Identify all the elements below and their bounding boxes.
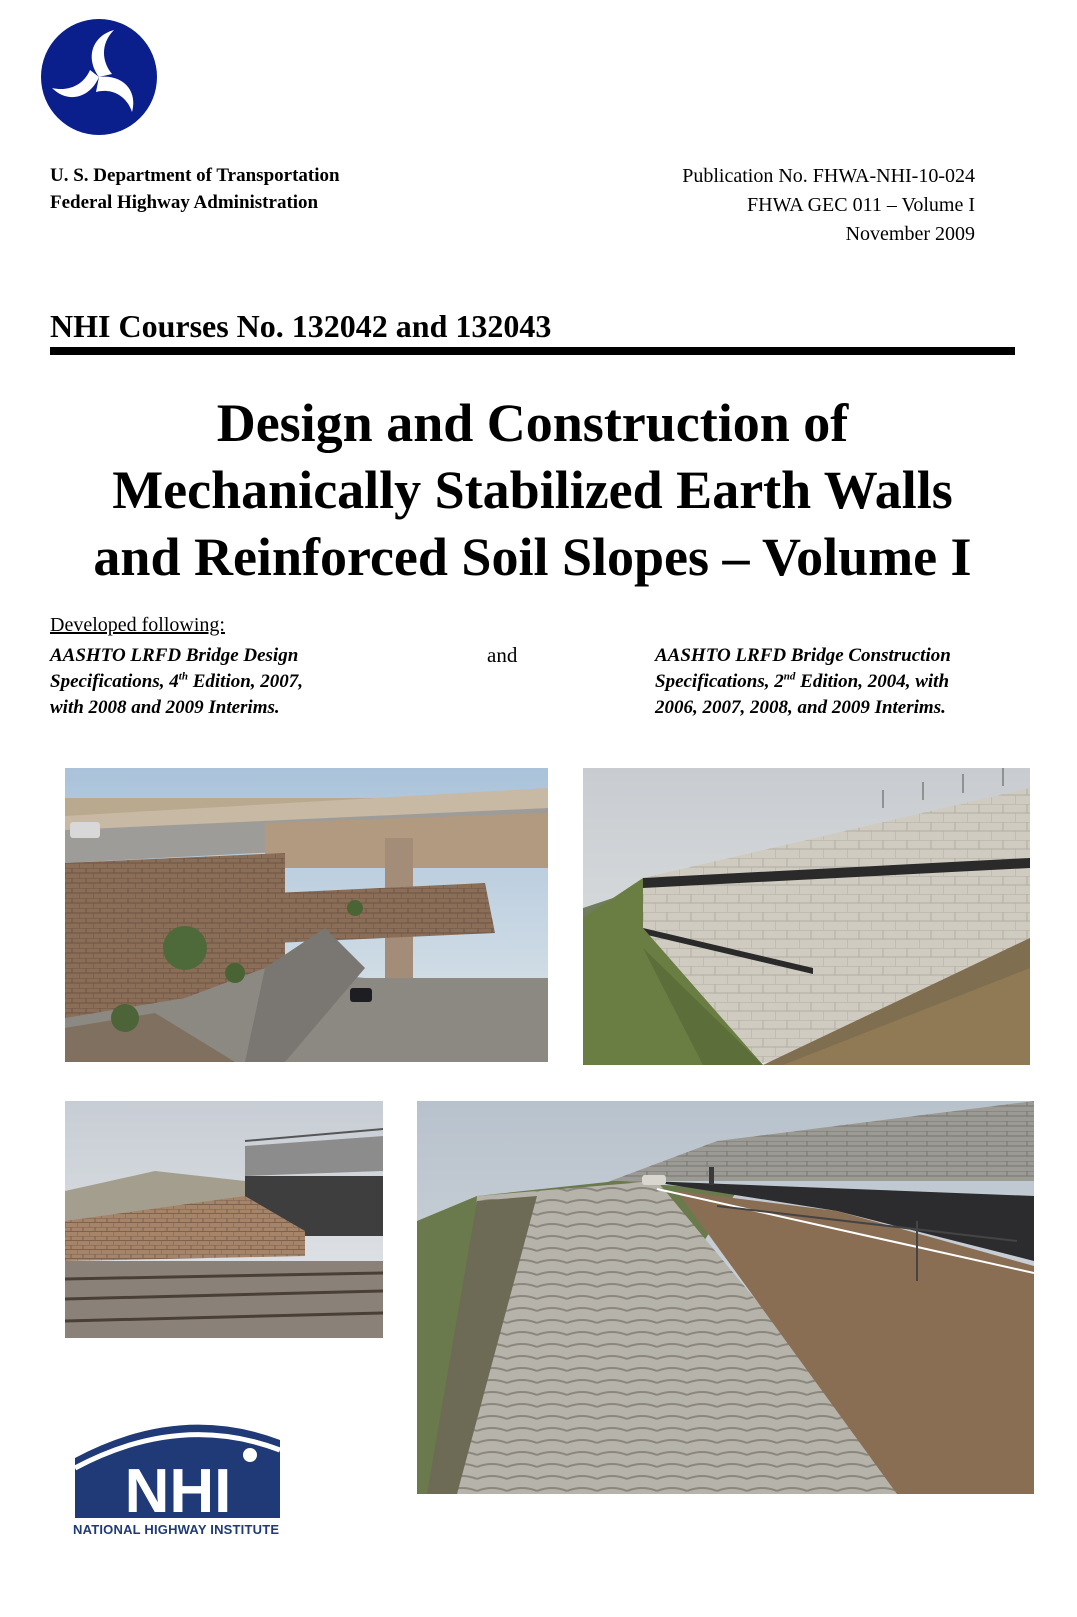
nhi-caption: NATIONAL HIGHWAY INSTITUTE [73,1522,280,1537]
publication-info [682,162,975,249]
photo-tiered-wall [583,768,1030,1065]
nhi-logo-text: NHI [124,1457,232,1520]
spec-right-line-1: AASHTO LRFD Bridge Construction [655,645,951,666]
agency-block [50,162,340,216]
publication-number: Publication No. FHWA-NHI-10-024 [682,165,975,187]
courses-heading: NHI Courses No. 132042 and 132043 [50,308,552,344]
spec-left-line-3: with 2008 and 2009 Interims. [50,697,280,718]
photo-railroad-wall [65,1101,383,1338]
spec-left-line-2: Specifications, 4th Edition, 2007, [50,670,304,692]
spec-left [50,643,303,721]
photo-reinforced-slope [417,1101,1034,1494]
nhi-logo-icon [70,1410,285,1540]
gec-volume: FHWA GEC 011 – Volume I [747,194,975,216]
developed-following-label: Developed following: [50,614,225,636]
spec-right [655,643,951,721]
heading-rule [50,347,1015,355]
photo-interchange-wall [65,768,548,1062]
document-title [30,390,1035,591]
publication-date: November 2009 [845,223,975,245]
spec-right-line-2: Specifications, 2nd Edition, 2004, with [655,670,950,692]
spec-right-line-3: 2006, 2007, 2008, and 2009 Interims. [655,697,946,718]
agency-line-2: Federal Highway Administration [50,192,319,213]
title-line-3: and Reinforced Soil Slopes – Volume I [93,527,972,587]
title-line-1: Design and Construction of [216,393,849,453]
agency-line-1: U. S. Department of Transportation [50,165,340,186]
dot-logo-icon [40,18,158,136]
spec-and: and [487,643,518,667]
title-line-2: Mechanically Stabilized Earth Walls [112,460,953,520]
spec-left-line-1: AASHTO LRFD Bridge Design [50,645,299,666]
